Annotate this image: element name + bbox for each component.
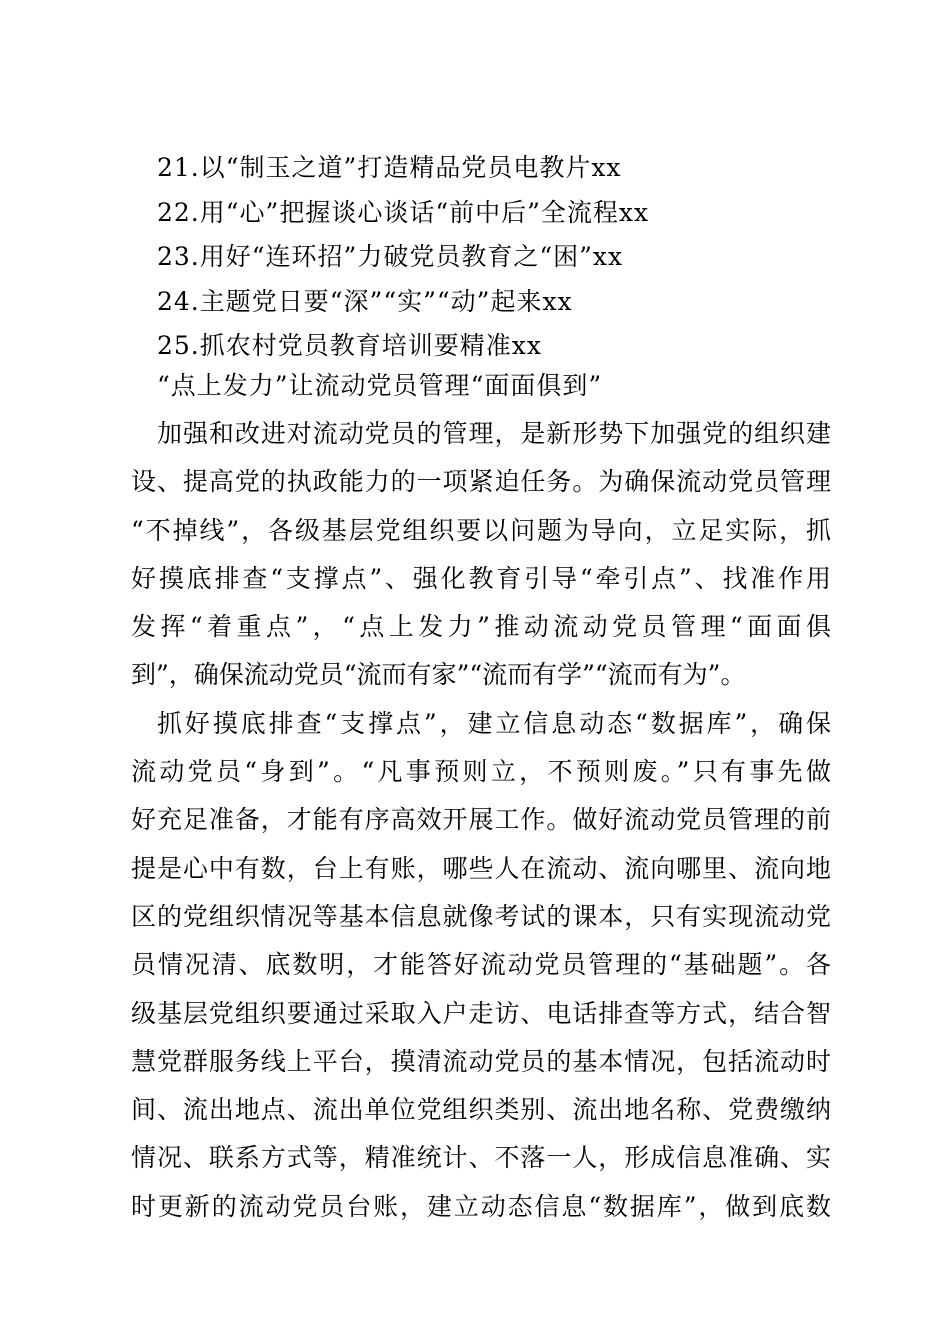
- text-line: 慧党群服务线上平台，摸清流动党员的基本情况，包括流动时: [131, 1046, 831, 1076]
- article-body: [131, 410, 831, 1231]
- text-line: 情况、联系方式等，精准统计、不落一人，形成信息准确、实: [131, 1143, 831, 1173]
- text-line: 间、流出地点、流出单位党组织类别、流出地名称、党费缴纳: [131, 1095, 831, 1125]
- text-line: 好摸底排查“支撑点”、强化教育引导“牵引点”、找准作用: [131, 563, 831, 593]
- toc-item: 25.抓农村党员教育培训要精准xx: [157, 331, 542, 360]
- toc-item: 23.用好“连环招”力破党员教育之“困”xx: [157, 242, 624, 271]
- toc-item: 24.主题党日要“深”“实”“动”起来xx: [157, 286, 573, 316]
- section-title: “点上发力”让流动党员管理“面面俱到”: [157, 371, 603, 400]
- table-of-contents: [157, 146, 649, 369]
- text-line: 提是心中有数，台上有账，哪些人在流动、流向哪里、流向地: [131, 853, 831, 883]
- text-line: 到”，确保流动党员“流而有家”“流而有学”“流而有为”。: [131, 660, 746, 690]
- text-line: 级基层党组织要通过采取入户走访、电话排查等方式，结合智: [131, 998, 831, 1028]
- text-line: 流动党员“身到”。“凡事预则立，不预则废。”只有事先做: [131, 757, 831, 787]
- paragraph-1: [131, 410, 831, 700]
- text-line: “不掉线”，各级基层党组织要以问题为导向，立足实际，抓: [131, 515, 831, 545]
- text-line: 时更新的流动党员台账，建立动态信息“数据库”，做到底数: [131, 1191, 831, 1221]
- text-line: 抓好摸底排查“支撑点”，建立信息动态“数据库”，确保: [157, 708, 832, 738]
- paragraph-2: [131, 700, 831, 1231]
- text-line: 员情况清、底数明，才能答好流动党员管理的“基础题”。各: [131, 950, 831, 980]
- text-line: 发挥“着重点”，“点上发力”推动流动党员管理“面面俱: [131, 612, 831, 642]
- text-line: 好充足准备，才能有序高效开展工作。做好流动党员管理的前: [131, 805, 831, 835]
- toc-item: 22.用“心”把握谈心谈话“前中后”全流程xx: [157, 197, 650, 227]
- text-line: 区的党组织情况等基本信息就像考试的课本，只有实现流动党: [131, 901, 831, 931]
- toc-item: 21.以“制玉之道”打造精品党员电教片xx: [157, 153, 622, 182]
- text-line: 加强和改进对流动党员的管理，是新形势下加强党的组织建: [157, 419, 831, 448]
- text-line: 设、提高党的执政能力的一项紧迫任务。为确保流动党员管理: [131, 467, 831, 497]
